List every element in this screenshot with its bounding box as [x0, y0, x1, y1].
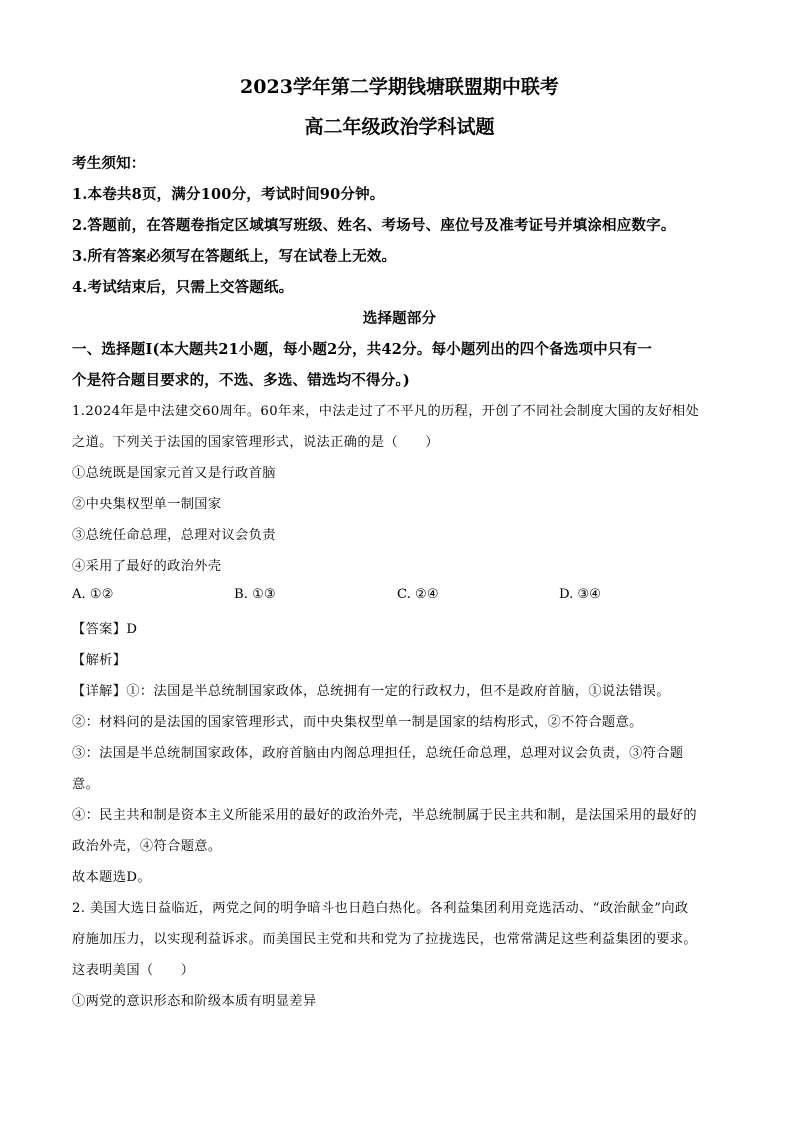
statement: ②中央集权型单一制国家 — [72, 497, 222, 512]
question-2-stem: 2. 美国大选日益临近，两党之间的明争暗斗也日趋白热化。各利益集团利用竞选活动、“政治献金”向政 — [72, 901, 689, 916]
statement: ①两党的意识形态和阶级本质有明显差异 — [72, 994, 317, 1009]
question-2-stem: 这表明美国（ ） — [72, 963, 195, 978]
question-1-stem: 之道。下列关于法国的国家管理形式，说法正确的是（ ） — [72, 435, 439, 450]
option-b: B. ①③ — [234, 587, 276, 602]
statement: ③总统任命总理，总理对议会负责 — [72, 528, 276, 543]
options-row — [72, 587, 727, 607]
notice-item: 3.所有答案必须写在答题纸上，写在试卷上无效。 — [72, 248, 397, 265]
analysis-line: ③：法国是半总统制国家政体，政府首脑由内阁总理担任，总统任命总理，总理对议会负责，③符合题 — [72, 746, 684, 761]
notice-item: 2.答题前，在答题卷指定区域填写班级、姓名、考场号、座位号及准考证号并填涂相应数字。 — [72, 217, 676, 234]
part1-instructions: 一、选择题Ⅰ(本大题共21小题，每小题2分，共42分。每小题列出的四个备选项中只有一 — [72, 341, 652, 358]
analysis-label: 【解析】 — [72, 653, 127, 668]
analysis-line: 【详解】①：法国是半总统制国家政体，总统拥有一定的行政权力，但不是政府首脑，①说法错误。 — [72, 684, 670, 699]
statement: ①总统既是国家元首又是行政首脑 — [72, 466, 276, 481]
analysis-line: 故本题选D。 — [72, 870, 151, 885]
option-a: A. ①② — [72, 587, 114, 602]
analysis-line: 政治外壳，④符合题意。 — [72, 839, 222, 854]
answer: 【答案】D — [72, 622, 138, 637]
analysis-line: ②：材料问的是法国的国家管理形式，而中央集权型单一制是国家的结构形式，②不符合题意。 — [72, 715, 643, 730]
exam-subtitle: 高二年级政治学科试题 — [304, 116, 495, 138]
notice-heading: 考生须知： — [72, 155, 146, 172]
exam-title: 2023学年第二学期钱塘联盟期中联考 — [240, 76, 559, 98]
question-1-stem: 1.2024年是中法建交60周年。60年来，中法走过了不平凡的历程，开创了不同社会制度大国的友好相处 — [72, 404, 700, 419]
statement: ④采用了最好的政治外壳 — [72, 559, 222, 574]
question-2-stem: 府施加压力，以实现利益诉求。而美国民主党和共和党为了拉拢选民，也常常满足这些利益集团的要求。 — [72, 932, 698, 947]
section-title: 选择题部分 — [362, 310, 437, 327]
notice-item: 4.考试结束后，只需上交答题纸。 — [72, 279, 294, 296]
notice-item: 1.本卷共8页，满分100分，考试时间90分钟。 — [72, 186, 385, 203]
option-c: C. ②④ — [397, 587, 439, 602]
analysis-line: ④：民主共和制是资本主义所能采用的最好的政治外壳，半总统制属于民主共和制，是法国采用的最好的 — [72, 808, 698, 823]
option-d: D. ③④ — [559, 587, 602, 602]
part1-instructions: 个是符合题目要求的，不选、多选、错选均不得分。) — [72, 372, 410, 389]
analysis-line: 意。 — [72, 777, 100, 792]
